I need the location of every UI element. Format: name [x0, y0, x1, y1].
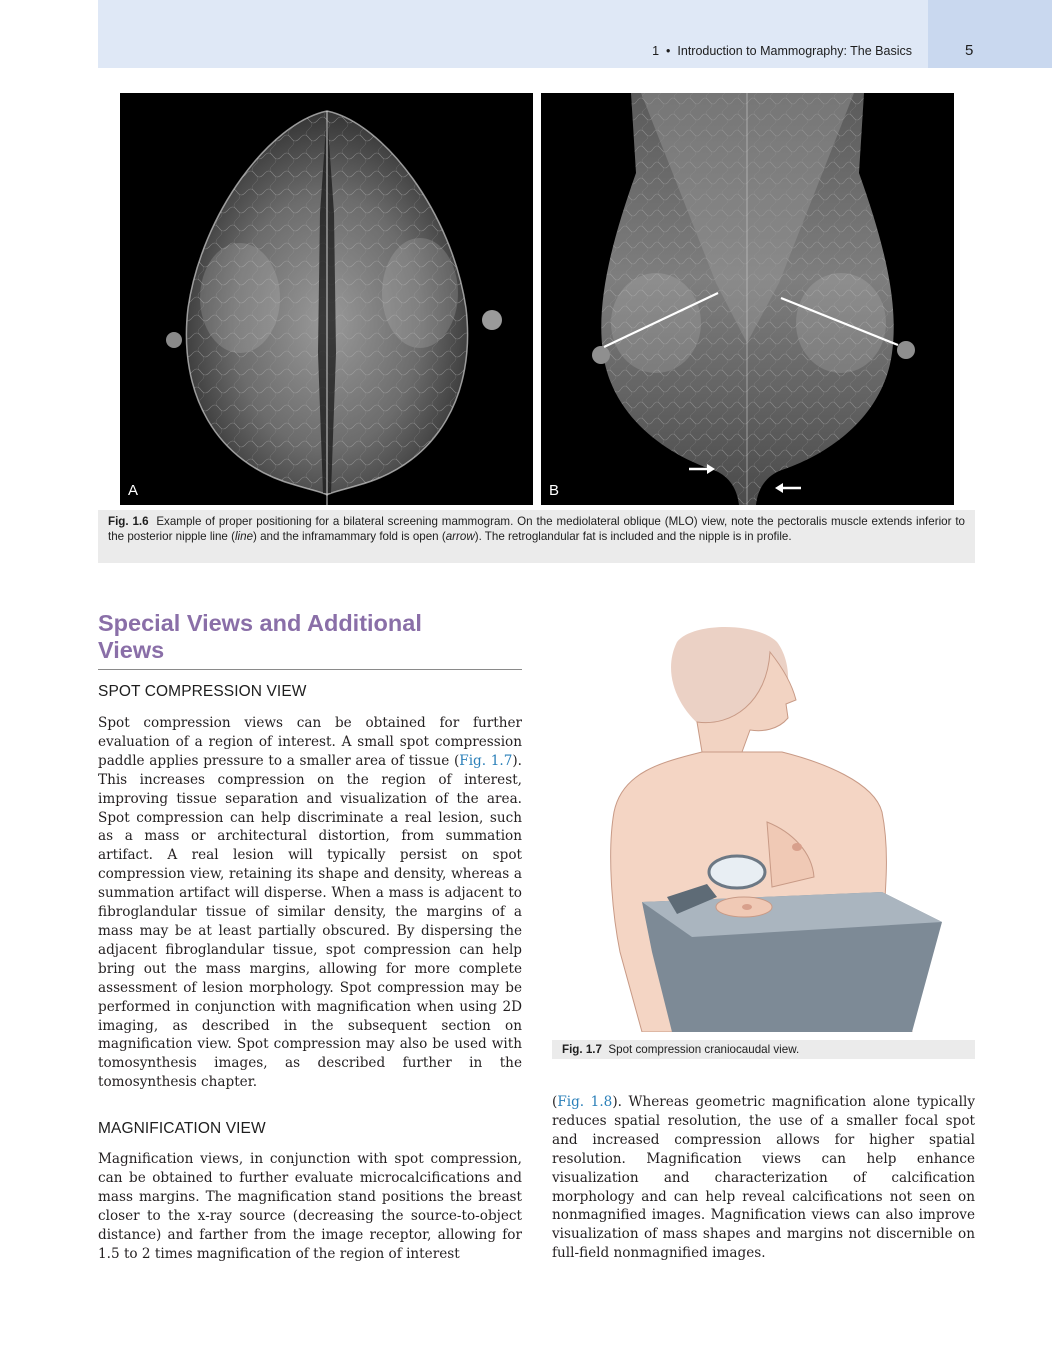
spot-text-2: ). This increases compression on the region of interest, improving tissue separation and visualization of the area. Spot compression can help discriminate a real lesion, such as a mass or architectural distortion, from summation artifact. A real lesion will typically persist on spot compression view, retaining its shape and density, whereas a summation artifact will disperse. When a mass is adjacent to fibroglandular tissue of similar density, the margins of a mass may be at least partially obscured. By dispersing the adjacent fibroglandular tissue, spot compression can help bring out the mass margins, allowing for more complete assessment of lesion morphology. Spot compression may be performed in conjunction with magnification when using 2D imaging, as described in the subsequent section on magnification view. Spot compression may also be used with tomosynthesis images, as described further in the tomosynthesis chapter. — [98, 752, 522, 1091]
caption-italic-line: line — [234, 530, 254, 543]
figure-1-7-label: Fig. 1.7 — [562, 1043, 602, 1056]
arrow-right-pointing-left-icon — [775, 483, 801, 493]
spot-compression-illustration — [582, 622, 962, 1032]
figure-1-7-caption-text: Spot compression craniocaudal view. — [608, 1043, 800, 1056]
chapter-number: 1 — [652, 44, 660, 58]
mammogram-panel-b — [541, 93, 954, 505]
figure-1-6-caption — [98, 510, 975, 563]
caption-italic-arrow: arrow — [445, 530, 475, 543]
cc-view-mammogram-image — [120, 93, 533, 505]
section-title — [98, 610, 522, 670]
page-number: 5 — [965, 42, 974, 59]
magnification-heading: MAGNIFICATION VIEW — [98, 1120, 266, 1137]
separator: • — [666, 44, 671, 58]
section-title-line-2: Views — [98, 637, 165, 663]
mlo-view-mammogram-image — [541, 93, 954, 505]
magnification-continued-paragraph: (Fig. 1.8). Whereas geometric magnification alone typically reduces spatial resolution, the use of a smaller focal spot and increased compression allows for higher spatial resolution. Magnification views can help enhance visualization and characterization of calcification morphology and can help reveal calcifications not seen on nonmagnified images. Magnification views can also improve visualization of mass shapes and margins not discernible on full-field nonmagnified images. — [552, 1094, 976, 1262]
figure-1-7-caption — [552, 1040, 975, 1059]
mammogram-panel-a — [120, 93, 533, 505]
spot-compression-paragraph — [98, 714, 522, 1092]
spot-compression-heading: SPOT COMPRESSION VIEW — [98, 683, 307, 700]
caption-text-3: ). The retroglandular fat is included and the nipple is in profile. — [474, 530, 792, 543]
caption-text-1: Example of proper positioning for a bilateral screening mammogram. On the mediolateral oblique (MLO) view, note the pectoralis muscle extends inferior to the posterior nipple line ( — [108, 515, 965, 543]
figure-1-7-link[interactable]: Fig. 1.7 — [459, 752, 513, 769]
figure-1-6-label: Fig. 1.6 — [108, 515, 149, 528]
section-title-line-1: Special Views and Additional — [98, 610, 422, 636]
chapter-title: Introduction to Mammography: The Basics — [677, 44, 912, 58]
spot-text-1: Spot compression views can be obtained for further evaluation of a region of interest. A small spot compression paddle applies pressure to a smaller area of tissue ( — [98, 715, 522, 769]
magnification-continued-text: ). Whereas geometric magnification alone typically reduces spatial resolution, the use of a smaller focal spot and increased compression allows for higher spatial resolution. Magnification views can help enhance visualization and characterization of calcification morphology and can help reveal calcifications not seen on nonmagnified images. Magnification views can also improve visualization of mass shapes and margins not discernible on full-field nonmagnified images. — [552, 1094, 976, 1262]
figure-1-8-link[interactable]: Fig. 1.8 — [557, 1094, 613, 1110]
page-number-band — [928, 0, 1052, 68]
caption-text-2: ) and the inframammary fold is open ( — [253, 530, 446, 543]
panel-a-label: A — [128, 482, 139, 499]
magnification-paragraph: Magnification views, in conjunction with spot compression, can be obtained to further evaluate microcalcifications and mass margins. The magnification stand positions the breast closer to the x-ray source (decreasing the source-to-object distance) and farther from the image receptor, allowing for 1.5 to 2 times magnification of the region of interest — [98, 1151, 522, 1262]
running-head — [652, 44, 912, 58]
panel-b-label: B — [549, 482, 560, 499]
